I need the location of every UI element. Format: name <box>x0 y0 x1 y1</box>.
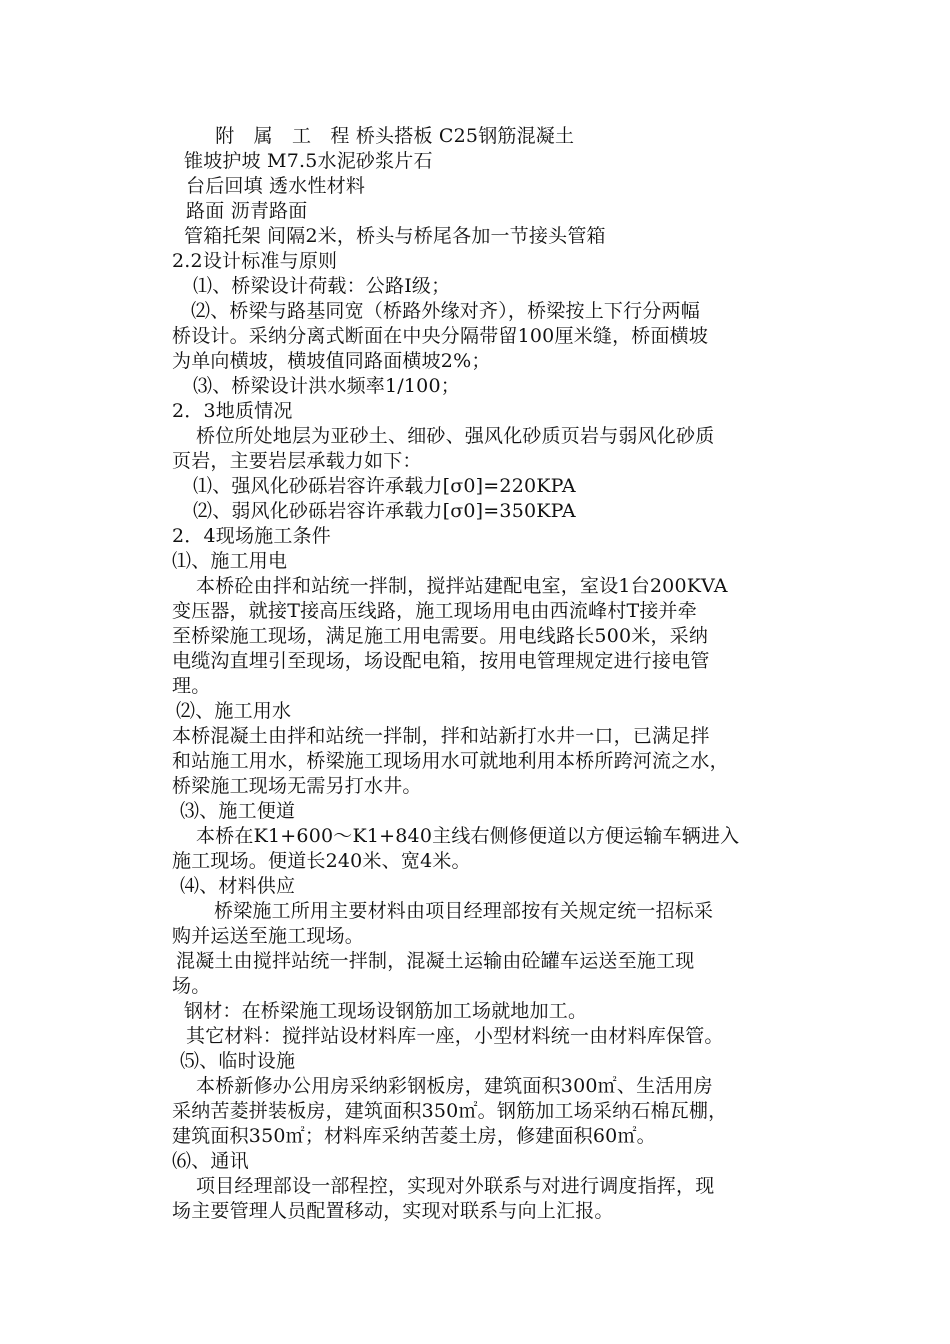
section-heading: 2.2设计标准与原则 <box>172 250 338 272</box>
text-line: 桥梁施工所用主要材料由项目经理部按有关规定统一招标采 <box>214 900 714 922</box>
text-line: 锥坡护坡 M7.5水泥砂浆片石 <box>184 150 433 172</box>
text-line: 页岩，主要岩层承载力如下： <box>172 450 422 472</box>
text-line: 场主要管理人员配置移动，实现对联系与向上汇报。 <box>172 1200 614 1222</box>
text-line: 本桥新修办公用房采纳彩钢板房，建筑面积300㎡、生活用房 <box>196 1075 713 1097</box>
text-line: 路面 沥青路面 <box>186 200 308 222</box>
text-line: 变压器，就接T接高压线路，施工现场用电由西流峰村T接并牵 <box>172 600 697 622</box>
text-line: 建筑面积350㎡；材料库采纳苦菱土房，修建面积60㎡。 <box>172 1125 656 1147</box>
text-line: 理。 <box>172 675 211 697</box>
text-line: ⑴、强风化砂砾岩容许承载力[σ0]=220KPA <box>193 475 576 497</box>
text-line: 钢材：在桥梁施工现场设钢筋加工场就地加工。 <box>184 1000 588 1022</box>
text-line: 混凝土由搅拌站统一拌制，混凝土运输由砼罐车运送至施工现 <box>176 950 695 972</box>
text-line: 桥梁施工现场无需另打水井。 <box>172 775 422 797</box>
text-line: 桥设计。采纳分离式断面在中央分隔带留100厘米缝，桥面横坡 <box>172 325 709 347</box>
subsection-heading: ⑴、施工用电 <box>172 550 288 572</box>
text-line: ⑴、桥梁设计荷载：公路Ⅰ级； <box>193 275 451 297</box>
text-line: 管箱托架 间隔2米，桥头与桥尾各加一节接头管箱 <box>184 225 606 247</box>
text-line: ⑶、桥梁设计洪水频率1/100； <box>193 375 460 397</box>
text-line: 其它材料：搅拌站设材料库一座，小型材料统一由材料库保管。 <box>186 1025 724 1047</box>
section-heading: 2．3地质情况 <box>172 400 293 422</box>
text-line: 项目经理部设一部程控，实现对外联系与对进行调度指挥，现 <box>196 1175 715 1197</box>
text-line: 为单向横坡，横坡值同路面横坡2%； <box>172 350 491 372</box>
text-line: 施工现场。便道长240米、宽4米。 <box>172 850 471 872</box>
text-line: 本桥在K1+600～K1+840主线右侧修便道以方便运输车辆进入 <box>196 825 740 847</box>
section-heading: 2．4现场施工条件 <box>172 525 331 547</box>
subsection-heading: ⑸、临时设施 <box>180 1050 296 1072</box>
text-line: ⑵、桥梁与路基同宽（桥路外缘对齐），桥梁按上下行分两幅 <box>191 300 700 322</box>
text-line: 场。 <box>172 975 211 997</box>
text-line: 本桥砼由拌和站统一拌制，搅拌站建配电室，室设1台200KVA <box>196 575 728 597</box>
text-line: ⑵、弱风化砂砾岩容许承载力[σ0]=350KPA <box>193 500 576 522</box>
text-line: 台后回填 透水性材料 <box>186 175 366 197</box>
text-line: 购并运送至施工现场。 <box>172 925 365 947</box>
subsection-heading: ⑶、施工便道 <box>180 800 296 822</box>
text-line: 采纳苦菱拼装板房，建筑面积350㎡。钢筋加工场采纳石棉瓦棚， <box>172 1100 728 1122</box>
subsection-heading: ⑵、施工用水 <box>176 700 292 722</box>
subsection-heading: ⑷、材料供应 <box>180 875 296 897</box>
text-line: 本桥混凝土由拌和站统一拌制，拌和站新打水井一口，已满足拌 <box>172 725 710 747</box>
text-line: 附 属 工 程 桥头搭板 C25钢筋混凝土 <box>196 125 575 147</box>
text-line: 电缆沟直埋引至现场，场设配电箱，按用电管理规定进行接电管 <box>172 650 710 672</box>
text-line: 和站施工用水，桥梁施工现场用水可就地利用本桥所跨河流之水， <box>172 750 729 772</box>
text-line: 桥位所处地层为亚砂土、细砂、强风化砂质页岩与弱风化砂质 <box>196 425 715 447</box>
subsection-heading: ⑹、通讯 <box>172 1150 249 1172</box>
text-line: 至桥梁施工现场，满足施工用电需要。用电线路长500米，采纳 <box>172 625 709 647</box>
